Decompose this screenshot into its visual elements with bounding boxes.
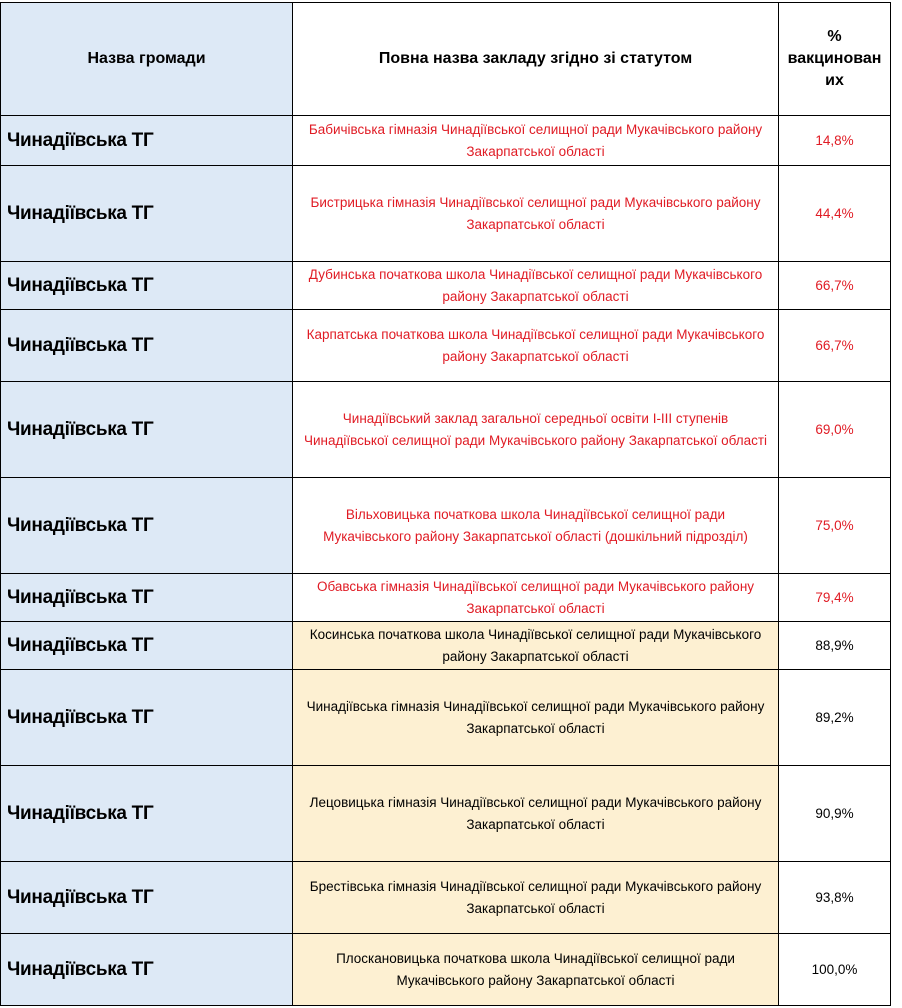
vaccination-percent-cell: 93,8%: [779, 862, 891, 934]
community-cell: Чинадіївська ТГ: [1, 574, 293, 622]
vaccination-percent-cell: 75,0%: [779, 478, 891, 574]
table-row: [1, 382, 891, 478]
school-name-cell: Чинадіївський заклад загальної середньої освіти І-ІІІ ступенів Чинадіївської селищної ради Мукачівського району Закарпатської області: [293, 382, 779, 478]
vaccination-table: [0, 2, 891, 1006]
community-cell: Чинадіївська ТГ: [1, 116, 293, 166]
table-row: [1, 934, 891, 1006]
table-row: [1, 116, 891, 166]
table-row: [1, 766, 891, 862]
community-cell: Чинадіївська ТГ: [1, 622, 293, 670]
vaccination-percent-cell: 79,4%: [779, 574, 891, 622]
community-cell: Чинадіївська ТГ: [1, 934, 293, 1006]
vaccination-percent-cell: 66,7%: [779, 262, 891, 310]
school-name-cell: Вільховицька початкова школа Чинадіївської селищної ради Мукачівського району Закарпатської області (дошкільний підрозділ): [293, 478, 779, 574]
school-name-cell: Брестівська гімназія Чинадіївської селищної ради Мукачівського району Закарпатської області: [293, 862, 779, 934]
table-row: [1, 670, 891, 766]
school-name-cell: Дубинська початкова школа Чинадіївської селищної ради Мукачівського району Закарпатської області: [293, 262, 779, 310]
table-row: [1, 478, 891, 574]
community-cell: Чинадіївська ТГ: [1, 670, 293, 766]
table-row: [1, 262, 891, 310]
vaccination-percent-cell: 89,2%: [779, 670, 891, 766]
school-name-cell: Косинська початкова школа Чинадіївської селищної ради Мукачівського району Закарпатської області: [293, 622, 779, 670]
community-cell: Чинадіївська ТГ: [1, 862, 293, 934]
community-cell: Чинадіївська ТГ: [1, 766, 293, 862]
vaccination-percent-cell: 88,9%: [779, 622, 891, 670]
community-cell: Чинадіївська ТГ: [1, 382, 293, 478]
school-name-cell: Плоскановицька початкова школа Чинадіївської селищної ради Мукачівського району Закарпатської області: [293, 934, 779, 1006]
vaccination-percent-cell: 14,8%: [779, 116, 891, 166]
school-name-cell: Бабичівська гімназія Чинадіївської селищної ради Мукачівського району Закарпатської області: [293, 116, 779, 166]
school-name-cell: Чинадіївська гімназія Чинадіївської селищної ради Мукачівського району Закарпатської області: [293, 670, 779, 766]
school-name-cell: Лецовицька гімназія Чинадіївської селищної ради Мукачівського району Закарпатської області: [293, 766, 779, 862]
vaccination-percent-cell: 66,7%: [779, 310, 891, 382]
school-name-cell: Карпатська початкова школа Чинадіївської селищної ради Мукачівського району Закарпатської області: [293, 310, 779, 382]
vaccination-percent-cell: 90,9%: [779, 766, 891, 862]
table-row: [1, 622, 891, 670]
table-row: [1, 310, 891, 382]
community-cell: Чинадіївська ТГ: [1, 310, 293, 382]
vaccination-percent-cell: 100,0%: [779, 934, 891, 1006]
table-row: [1, 574, 891, 622]
table-row: [1, 166, 891, 262]
vaccination-percent-cell: 69,0%: [779, 382, 891, 478]
community-cell: Чинадіївська ТГ: [1, 478, 293, 574]
community-cell: Чинадіївська ТГ: [1, 166, 293, 262]
table-row: [1, 862, 891, 934]
header-school: Повна назва закладу згідно зі статутом: [293, 3, 779, 116]
community-cell: Чинадіївська ТГ: [1, 262, 293, 310]
header-row: [1, 3, 891, 116]
header-percent: % вакцинован их: [779, 3, 891, 116]
school-name-cell: Бистрицька гімназія Чинадіївської селищної ради Мукачівського району Закарпатської області: [293, 166, 779, 262]
vaccination-percent-cell: 44,4%: [779, 166, 891, 262]
header-community: Назва громади: [1, 3, 293, 116]
school-name-cell: Обавська гімназія Чинадіївської селищної ради Мукачівського району Закарпатської області: [293, 574, 779, 622]
